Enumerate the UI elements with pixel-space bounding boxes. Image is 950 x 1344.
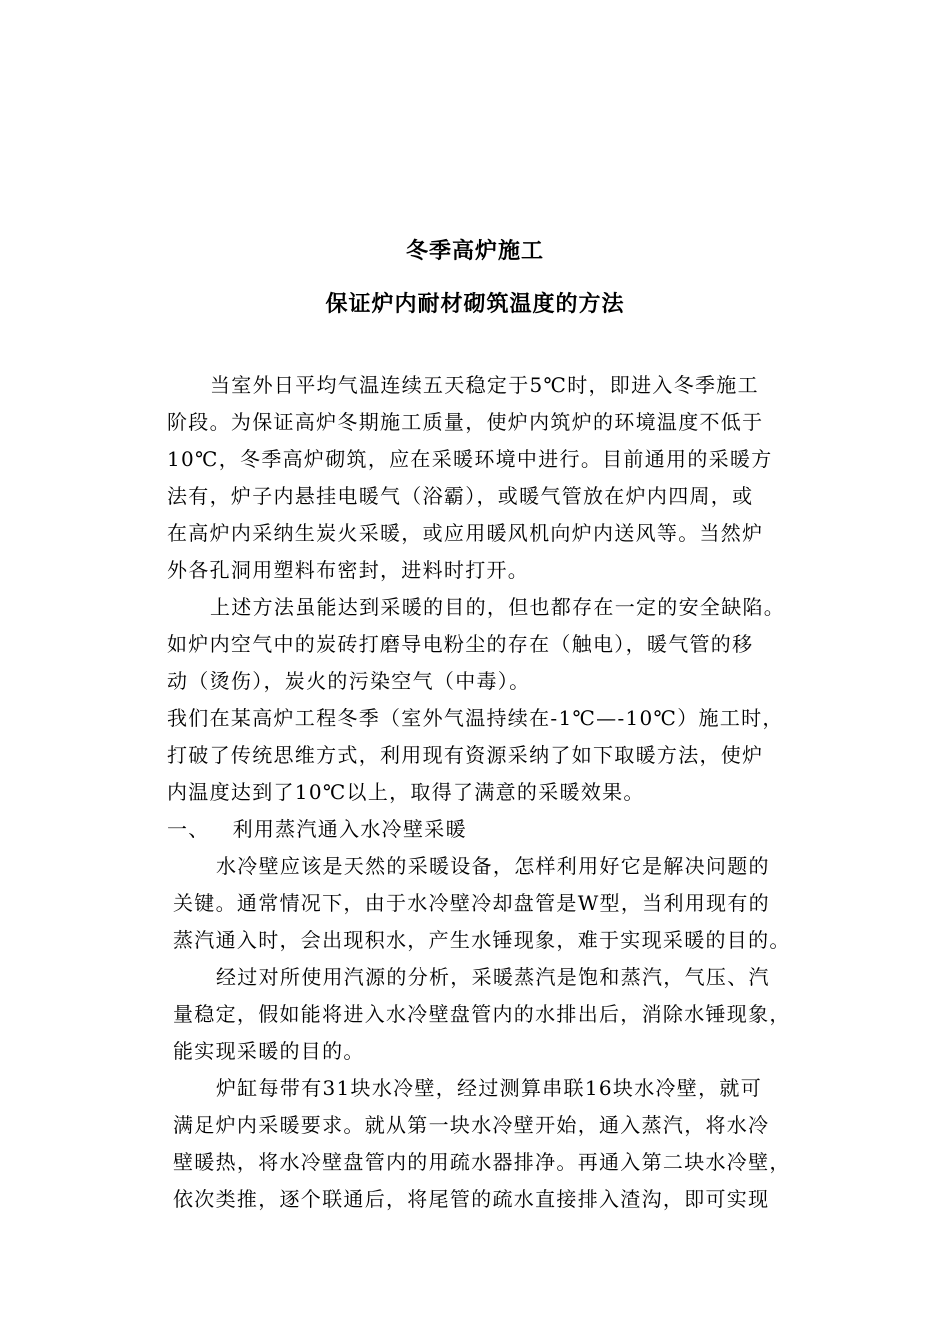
section-heading: 一、 利用蒸汽通入水冷壁采暖 — [167, 817, 467, 841]
paragraph-line: 蒸汽通入时，会出现积水，产生水锤现象，难于实现采暖的目的。 — [173, 928, 791, 952]
paragraph-line: 关键。通常情况下，由于水冷壁冷却盘管是W型，当利用现有的 — [173, 891, 770, 915]
document-subtitle: 保证炉内耐材砌筑温度的方法 — [325, 292, 625, 317]
paragraph-line: 我们在某高炉工程冬季（室外气温持续在-1℃—-10℃）施工时， — [167, 706, 784, 730]
paragraph-line: 量稳定，假如能将进入水冷壁盘管内的水排出后，消除水锤现象， — [173, 1002, 791, 1026]
paragraph-line: 壁暖热，将水冷壁盘管内的用疏水器排净。再通入第二块水冷壁， — [173, 1150, 791, 1174]
paragraph-line: 动（烫伤），炭火的污染空气（中毒）。 — [167, 669, 531, 693]
paragraph-line: 如炉内空气中的炭砖打磨导电粉尘的存在（触电），暖气管的移 — [167, 632, 754, 656]
paragraph-line: 依次类推，逐个联通后，将尾管的疏水直接排入渣沟，即可实现 — [173, 1187, 770, 1211]
paragraph-line: 上述方法虽能达到采暖的目的，但也都存在一定的安全缺陷。 — [210, 595, 786, 619]
paragraph-line: 法有，炉子内悬挂电暖气（浴霸），或暖气管放在炉内四周，或 — [167, 484, 754, 508]
paragraph-line: 当室外日平均气温连续五天稳定于5℃时，即进入冬季施工 — [210, 373, 759, 397]
paragraph-line: 经过对所使用汽源的分析，采暖蒸汽是饱和蒸汽，气压、汽 — [216, 965, 770, 989]
paragraph-line: 外各孔洞用塑料布密封，进料时打开。 — [167, 558, 530, 582]
paragraph-line: 阶段。为保证高炉冬期施工质量，使炉内筑炉的环境温度不低于 — [167, 410, 764, 434]
paragraph-line: 10℃，冬季高炉砌筑，应在采暖环境中进行。目前通用的采暖方 — [167, 447, 773, 471]
paragraph-line: 炉缸每带有31块水冷壁，经过测算串联16块水冷壁，就可 — [216, 1076, 762, 1100]
document-title: 冬季高炉施工 — [405, 239, 544, 264]
paragraph-line: 内温度达到了10℃以上，取得了满意的采暖效果。 — [167, 780, 645, 804]
paragraph-line: 在高炉内采纳生炭火采暖，或应用暖风机向炉内送风等。当然炉 — [167, 521, 764, 545]
paragraph-line: 打破了传统思维方式，利用现有资源采纳了如下取暖方法，使炉 — [167, 743, 764, 767]
paragraph-line: 水冷壁应该是天然的采暖设备，怎样利用好它是解决问题的 — [216, 854, 770, 878]
paragraph-line: 满足炉内采暖要求。就从第一块水冷壁开始，通入蒸汽，将水冷 — [173, 1113, 770, 1137]
paragraph-line: 能实现采暖的目的。 — [173, 1039, 365, 1063]
